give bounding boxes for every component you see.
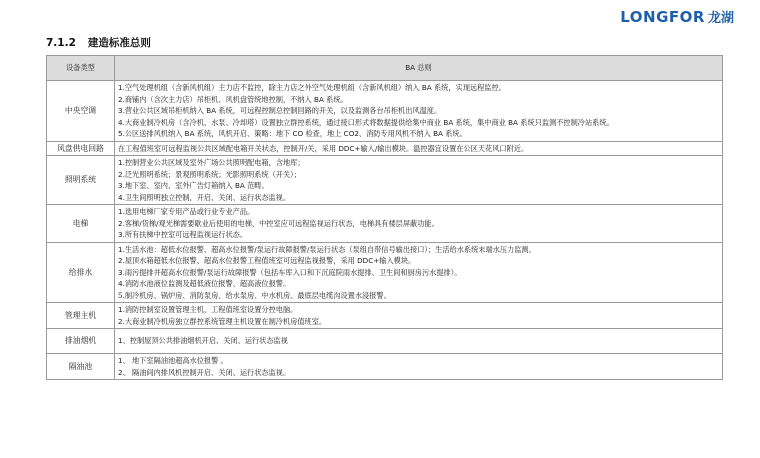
table-row <box>47 303 723 329</box>
table-row <box>47 156 723 205</box>
table-row <box>47 354 723 380</box>
table-row <box>47 329 723 354</box>
row-rules <box>115 329 723 354</box>
table-row <box>47 205 723 243</box>
row-type: 给排水 <box>47 242 115 303</box>
row-rules <box>115 141 723 156</box>
rule-line: 5.制冷机房、锅炉房、消防泵房、给水泵房、中水机房、最底层电缆沟设置水浸报警。 <box>118 290 391 300</box>
rule-line: 3.雨污提排井超高水位报警/泵运行故障报警（包括车库入口和下沉庭院雨水提排、卫生间和厨房污水提排）。 <box>118 267 462 277</box>
row-rules <box>115 156 723 205</box>
rule-line: 4.卫生间照明独立控制，开启、关闭、运行状态监视。 <box>118 192 291 202</box>
section-number: 7.1.2 <box>46 37 76 49</box>
table-row <box>47 141 723 156</box>
logo-text-cn: 龙湖 <box>707 11 734 26</box>
rule-line: 2.泛光照明系统；景观照明系统；光影照明系统（开关）； <box>118 169 301 179</box>
rule-line: 4.大商业制冷机房（含冷机、水泵、冷却塔）设置独立群控系统，通过接口形式将数据提供给集中商业 BA 系统，集中商业 BA 系统只监测不控制冷站系统。 <box>118 117 614 127</box>
rule-line: 3.营业公共区域吊柜机纳入 BA 系统，可远程控制总控制回路的开关，以及监测各台吊柜机出风温度。 <box>118 106 442 115</box>
row-type: 电梯 <box>47 205 115 243</box>
rule-line: 在工程值班室可远程监视公共区域配电箱开关状态，控制开/关，采用 DDC+输入/输出模块。温控器宜设置在公区天花风口附近。 <box>118 143 529 153</box>
header-type: 设备类型 <box>47 56 115 81</box>
row-type: 排油烟机 <box>47 329 115 354</box>
rule-line: 5.公区送排风机纳入 BA 系统，风机开启、策略：地下 CO 检查，地上 CO2、消防专用风机不纳入 BA 系统。 <box>118 129 467 138</box>
rule-line: 4.消防水池液位监测及超低液位报警、超高液位报警。 <box>118 279 291 288</box>
rule-line: 1.空气处理机组（含新风机组）主力店不监控，除主力店之外空气处理机组（含新风机组）纳入 BA 系统，实现远程监控。 <box>118 83 506 92</box>
section-heading <box>46 35 151 50</box>
row-type: 风盘供电回路 <box>47 141 115 156</box>
table-header-row <box>47 56 723 81</box>
rule-line: 2.客梯/货梯/观光梯需要歇业后使用的电梯，中控室应可远程监视运行状态，电梯具有楼层屏蔽功能。 <box>118 218 439 228</box>
rule-line: 3.所有扶梯中控室可远程监视运行状态。 <box>118 230 248 239</box>
row-rules <box>115 242 723 303</box>
rule-line: 2、 隔油间内排风机控制开启、关闭、运行状态监视。 <box>118 367 291 377</box>
rule-line: 1.控制营业公共区域及室外广场公共照明配电箱，含地库； <box>118 158 305 167</box>
table-row <box>47 81 723 142</box>
row-type: 隔油池 <box>47 354 115 380</box>
rule-line: 1.选用电梯厂家专用产品或行业专业产品。 <box>118 207 255 216</box>
row-type: 照明系统 <box>47 156 115 205</box>
row-type: 中央空调 <box>47 81 115 142</box>
row-rules <box>115 303 723 329</box>
rule-line: 2.大商业制冷机房独立群控系统管理主机设置在制冷机房值班室。 <box>118 316 327 326</box>
rule-line: 1、 地下室隔油池超高水位报警 。 <box>118 356 228 365</box>
rule-line: 1.生活水池：超低水位报警、超高水位报警/泵运行故障报警/泵运行状态（泵组自带信号输出接口）；生活给水系统末端水压力监测。 <box>118 244 536 254</box>
row-rules <box>115 354 723 380</box>
header-rules: BA 总则 <box>115 56 723 81</box>
ba-rules-table <box>46 55 723 380</box>
rule-line: 1、控制屋顶公共排油烟机开启、关闭、运行状态监视 <box>118 336 288 346</box>
row-type: 管理主机 <box>47 303 115 329</box>
row-rules <box>115 81 723 142</box>
row-rules <box>115 205 723 243</box>
rule-line: 2.商铺内（含次主力店）吊柜机、风机盘管统地控制，不纳入 BA 系统。 <box>118 94 348 104</box>
section-title: 建造标准总则 <box>87 37 151 49</box>
rule-line: 3.地下室、室内、室外广告灯箱纳入 BA 范畴。 <box>118 181 269 190</box>
table-row <box>47 242 723 303</box>
logo-text-en: LONGFOR <box>620 8 705 26</box>
brand-logo <box>620 7 734 26</box>
rule-line: 1.消防控制室设置管理主机，工程值班室设置分控电脑。 <box>118 305 298 314</box>
rule-line: 2.屋顶水箱超低水位报警、超高水位报警工程值班室可远程监视报警，采用 DDC+输入模块。 <box>118 256 416 265</box>
